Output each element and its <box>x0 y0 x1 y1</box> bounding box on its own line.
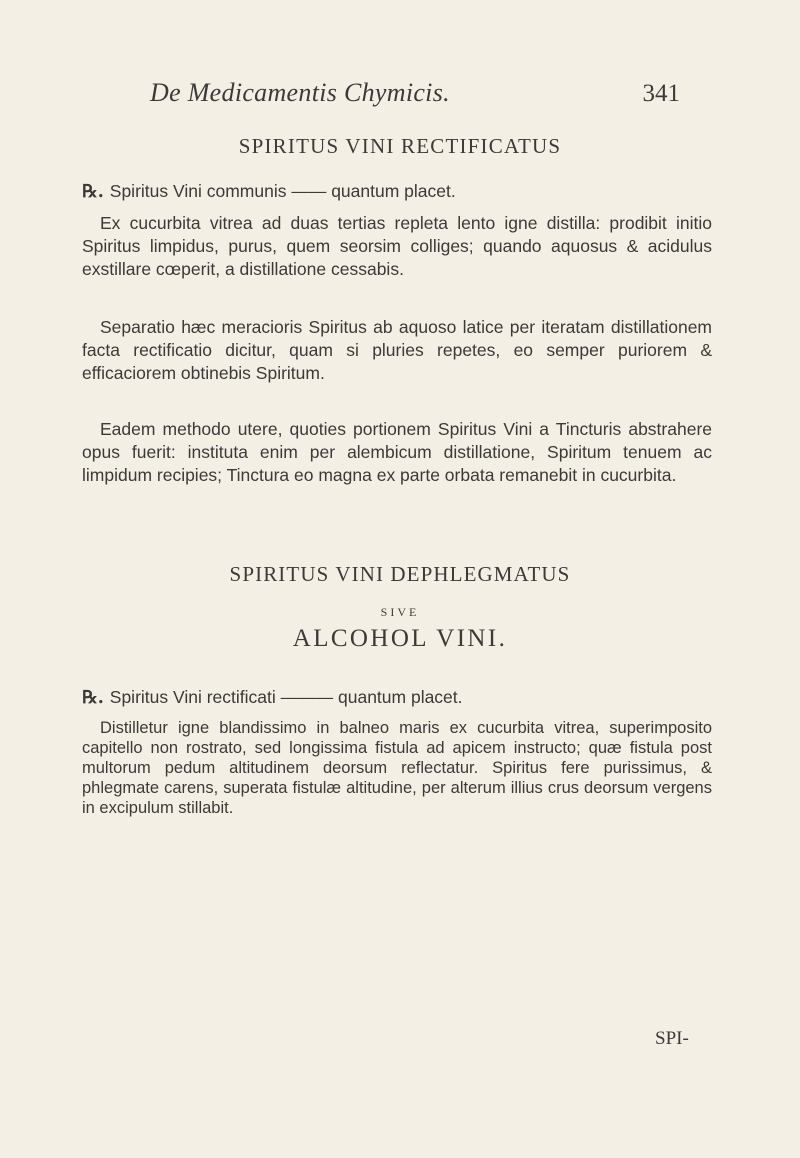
catchword: SPI- <box>655 1028 689 1049</box>
section-subtitle-alcohol: ALCOHOL VINI. <box>292 625 508 652</box>
paragraph-distillation: Ex cucurbita vitrea ad duas tertias repleta lento igne distilla: prodibit initio Spiritus limpidus, purus, quem seorsim colliges; quando aquosus & acidulus exstillare cœperit, a distillatione cessabis. <box>82 213 712 279</box>
paragraph-separatio: Separatio hæc meracioris Spiritus ab aquoso latice per iteratam distillationem facta rectificatio dicitur, quam si pluries repetes, eo semper puriorem & efficaciorem obtinebis Spiritum. <box>82 317 712 383</box>
recipe-text: Spiritus Vini communis —— quantum placet. <box>109 181 456 201</box>
section-title-dephlegmatus: SPIRITUS VINI DEPHLEGMATUS <box>229 562 571 586</box>
recipe-symbol-2: ℞. <box>82 688 104 708</box>
paragraph-distilletur: Distilletur igne blandissimo in balneo maris ex cucurbita vitrea, superimposito capitello non rostrato, sed longissima fistula ad apicem instructo; quæ fistula post multorum pedum altitudinem deorsum reflectatur. Spiritus fere purissimus, & phlegmate carens, superata fistulæ altitudine, per alterum illius crus deorsum vergens in excipulum stillabit. <box>82 719 712 817</box>
recipe-text-2: Spiritus Vini rectificati ——— quantum placet. <box>109 687 463 707</box>
paragraph-eadem: Eadem methodo utere, quoties portionem Spiritus Vini a Tincturis abstrahere opus fuerit: instituta enim per alembicum distillatione, Spiritum tenuem ac limpidum recipies; Tinctura eo magna ex parte orbata remanebit in cucurbita. <box>82 419 712 485</box>
recipe-symbol: ℞. <box>82 182 104 202</box>
section-title-rectificatus: SPIRITUS VINI RECTIFICATUS <box>238 134 562 158</box>
recipe-line-1 <box>82 180 712 204</box>
recipe-line-2 <box>82 686 712 710</box>
page-header <box>150 78 710 118</box>
section-sive: SIVE <box>380 605 420 619</box>
page-number: 341 <box>642 80 680 107</box>
running-title: De Medicamentis Chymicis. <box>150 78 450 107</box>
